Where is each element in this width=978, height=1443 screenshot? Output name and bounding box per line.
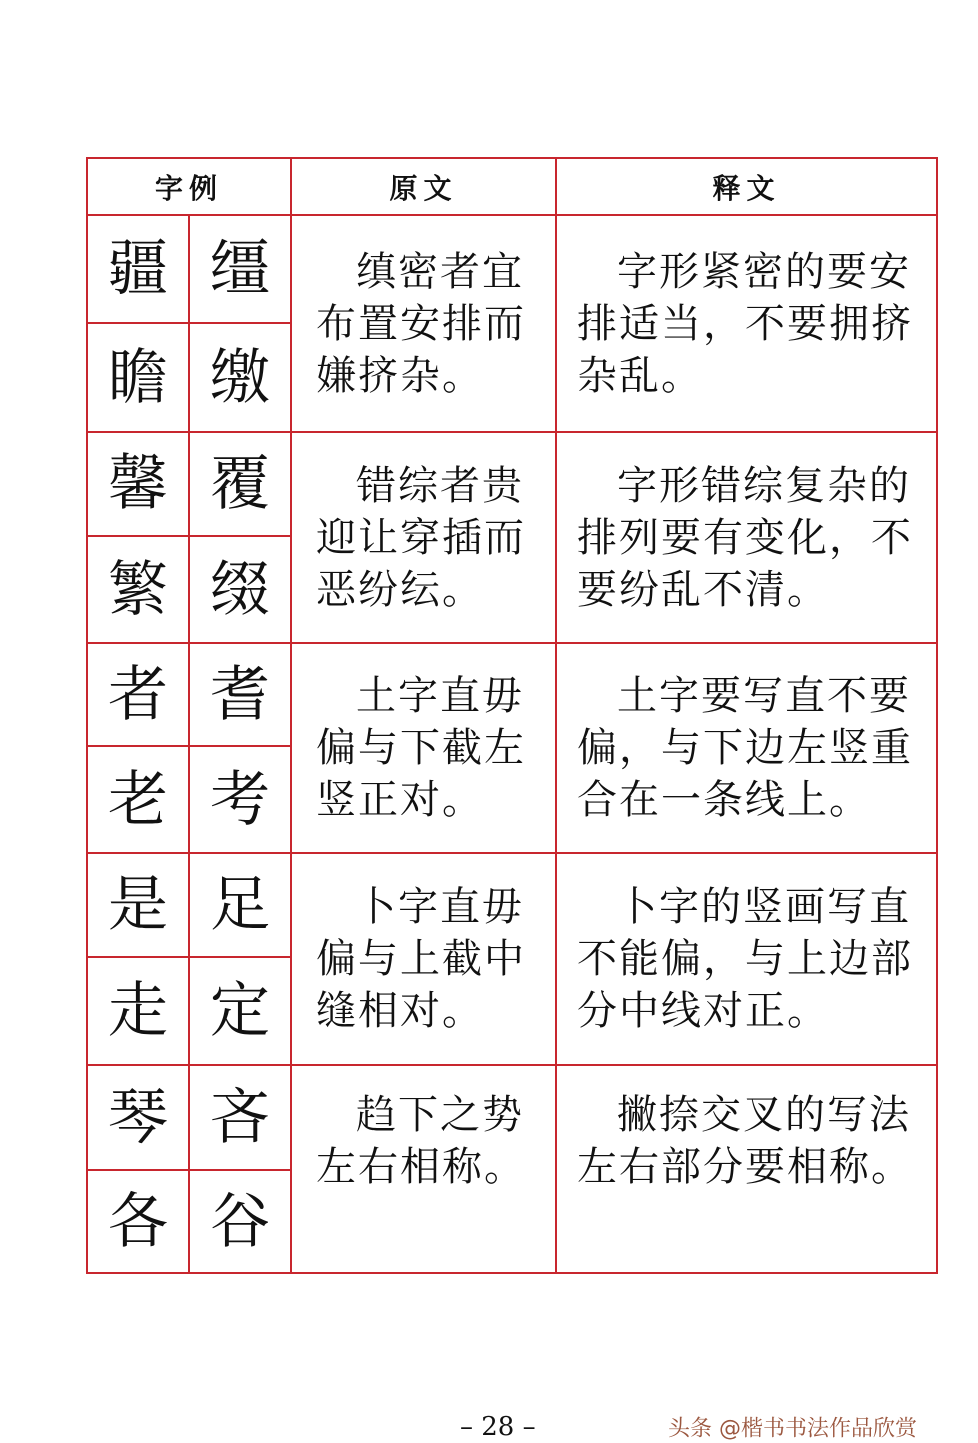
original-text-cell [292,854,555,1064]
page-number: – 28 – [460,1412,536,1442]
original-text: 土字直毋偏与下截左竖正对。 [316,673,526,823]
example-character: 缰 [210,234,270,304]
explanation-cell [557,854,936,1064]
example-character: 馨 [108,449,168,519]
example-character: 谷 [210,1186,270,1257]
example-character: 是 [108,870,168,940]
explanation-text: 卜字的竖画写直不能偏，与上边部分中线对正。 [577,884,913,1034]
example-character: 繁 [108,554,168,625]
explanation-text: 字形紧密的要安排适当，不要拥挤杂乱。 [577,248,913,399]
original-text: 趋下之势左右相称。 [316,1092,526,1190]
watermark: 头条 @楷书书法作品欣赏 [668,1416,917,1442]
example-character: 者 [108,659,168,730]
example-character: 老 [108,764,168,835]
original-text: 卜字直毋偏与上截中缝相对。 [316,884,526,1034]
example-character: 琴 [108,1082,168,1153]
example-character: 缀 [210,554,270,625]
header-original-text: 原文 [389,172,458,205]
explanation-cell [557,433,936,642]
example-character: 走 [108,976,168,1046]
header-examples: 字例 [154,172,223,205]
original-text-cell [292,644,555,852]
explanation-cell [557,216,936,431]
calligraphy-table [86,157,938,1274]
example-character: 吝 [210,1082,270,1153]
explanation-text: 撇捺交叉的写法左右部分要相称。 [577,1092,913,1190]
original-text-cell [292,216,555,431]
explanation-text: 土字要写直不要偏，与下边左竖重合在一条线上。 [577,673,913,823]
example-character: 考 [210,764,270,835]
explanation-text: 字形错综复杂的排列要有变化，不要纷乱不清。 [577,462,913,613]
original-text: 错综者贵迎让穿插而恶纷纭。 [316,462,526,613]
original-text-cell [292,433,555,642]
example-character: 足 [210,870,270,940]
header-explanation: 释文 [712,172,781,205]
example-character: 耆 [210,659,270,730]
explanation-cell [557,1066,936,1216]
explanation-cell [557,644,936,852]
original-text: 缜密者宜布置安排而嫌挤杂。 [316,248,526,399]
example-character: 疆 [108,234,168,304]
original-text-cell [292,1066,555,1216]
example-character: 覆 [210,449,270,519]
example-character: 定 [210,976,270,1046]
example-character: 瞻 [108,342,168,413]
example-character: 各 [108,1186,168,1257]
example-character: 缴 [210,342,270,413]
